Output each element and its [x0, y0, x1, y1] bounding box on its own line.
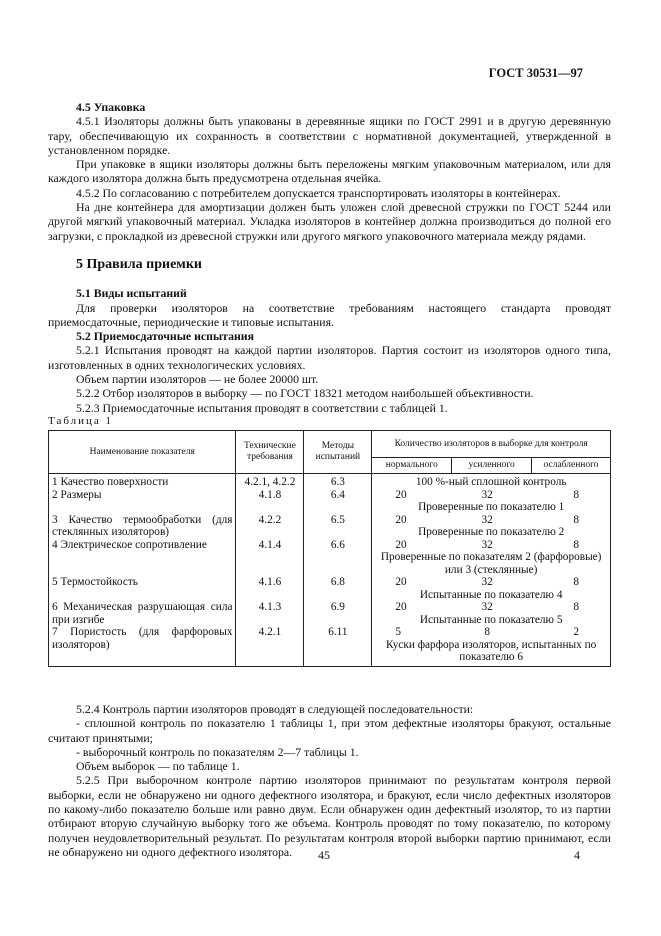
- row-req: 4.1.3: [236, 601, 304, 626]
- paragraph: При упаковке в ящики изоляторы должны быть переложены мягким упаковочным материалом, или для каждого изолятора должна быть предусмотрена отдельная ячейка.: [48, 157, 611, 186]
- chapter-title: 5 Правила приемки: [76, 257, 202, 272]
- row-req: 4.2.1, 4.2.2: [236, 474, 304, 489]
- row-name: 3 Качество термообработки (для стеклянных изоляторов): [49, 514, 236, 539]
- value-normal: 20: [395, 488, 407, 501]
- header-reduced: ослабленного: [532, 458, 611, 474]
- table-row: [49, 514, 611, 539]
- sample-values: [375, 601, 607, 614]
- paragraph: Объем выборок — по таблице 1.: [76, 759, 240, 774]
- header-normal: нормального: [372, 458, 452, 474]
- subsection-title: 5.2 Приемосдаточные испытания: [76, 329, 254, 344]
- subsection-title: 5.1 Виды испытаний: [76, 286, 187, 301]
- row-name: 4 Электрическое сопротивление: [49, 539, 236, 577]
- row-note: 100 %-ный сплошной контроль: [415, 476, 567, 488]
- row-note: Испытанные по показателю 4: [419, 588, 563, 601]
- paragraph: 4.5.1 Изоляторы должны быть упакованы в деревянные ящики по ГОСТ 2991 и в другую деревянную тару, обеспечивающую их сохранность в соответствии с нормативной документацией, утвержденной в установленном порядке.: [48, 114, 611, 157]
- row-method: 6.8: [304, 576, 372, 601]
- paragraph: 5.2.1 Испытания проводят на каждой партии изоляторов. Партия состоит из изоляторов одного типа, изготовленных в одних технологических условиях.: [48, 343, 611, 372]
- value-reduced: 8: [573, 513, 579, 526]
- table-row: [49, 626, 611, 666]
- row-name: 7 Пористость (для фарфоровых изоляторов): [49, 626, 236, 666]
- paragraph: На дне контейнера для амортизации должен быть уложен слой древесной стружки по ГОСТ 5244 или другой мягкий упаковочный материал. Укладка изоляторов в контейнер должна производиться до полной его загрузки, с прокладкой из древесной стружки или другого мягкого упаковочного материала между рядами.: [48, 200, 611, 243]
- row-req: 4.1.8: [236, 489, 304, 514]
- value-reduced: 8: [573, 538, 579, 551]
- row-req: 4.1.6: [236, 576, 304, 601]
- row-note: Проверенные по показателю 1: [418, 501, 565, 513]
- section-title: 4.5 Упаковка: [76, 100, 146, 114]
- paragraph: Для проверки изоляторов на соответствие требованиям настоящего стандарта проводят приемосдаточные, периодические и типовые испытания.: [48, 300, 611, 329]
- value-tightened: 32: [481, 513, 493, 526]
- paragraph: 4.5.2 По согласованию с потребителем допускается транспортировать изоляторы в контейнерах.: [76, 185, 561, 200]
- paragraph: - сплошной контроль по показателю 1 таблицы 1, при этом дефектные изоляторы бракуют, остальные считают принятыми;: [48, 716, 611, 745]
- row-name: 1 Качество поверхности: [49, 474, 236, 489]
- acceptance-table: [48, 430, 611, 667]
- row-name: 5 Термостойкость: [49, 576, 236, 601]
- row-method: 6.6: [304, 539, 372, 577]
- value-tightened: 32: [481, 488, 493, 501]
- doc-header: ГОСТ 30531—97: [488, 66, 583, 80]
- value-reduced: 2: [573, 626, 579, 638]
- value-tightened: 32: [481, 601, 493, 613]
- value-normal: 20: [395, 576, 407, 588]
- value-tightened: 32: [481, 576, 493, 588]
- row-req: 4.1.4: [236, 539, 304, 577]
- sample-values: [375, 626, 607, 639]
- table-caption: Таблица 1: [48, 415, 114, 427]
- value-tightened: 8: [484, 626, 490, 638]
- header-requirements: Технические требования: [236, 431, 304, 474]
- header-quantity: Количество изоляторов в выборке для контроля: [372, 431, 611, 458]
- paragraph: - выборочный контроль по показателям 2—7 таблицы 1.: [76, 744, 359, 759]
- row-req: 4.2.2: [236, 514, 304, 539]
- value-normal: 20: [395, 601, 407, 613]
- table-row: [49, 539, 611, 577]
- value-tightened: 32: [481, 538, 493, 551]
- page-number: 45: [318, 848, 330, 862]
- section-5-2-4: [48, 702, 611, 859]
- row-req: 4.2.1: [236, 626, 304, 666]
- value-reduced: 8: [573, 488, 579, 501]
- row-name: 6 Механическая разрушающая сила при изгибе: [49, 601, 236, 626]
- table-row: [49, 489, 611, 514]
- section-4-5: [48, 100, 611, 243]
- row-note: Проверенные по показателям 2 (фарфоровые) или 3 (стеклянные): [380, 551, 602, 576]
- row-method: 6.9: [304, 601, 372, 626]
- value-reduced: 8: [573, 576, 579, 588]
- row-method: 6.3: [304, 474, 372, 489]
- row-method: 6.11: [304, 626, 372, 666]
- table-row: [49, 601, 611, 626]
- row-name: 2 Размеры: [49, 489, 236, 514]
- row-note: Проверенные по показателю 2: [418, 526, 565, 538]
- table-row: [49, 576, 611, 601]
- value-reduced: 8: [573, 601, 579, 613]
- value-normal: 5: [395, 626, 401, 638]
- row-method: 6.5: [304, 514, 372, 539]
- sheet-number: 4: [574, 848, 580, 862]
- header-name: Наименование показателя: [49, 431, 236, 474]
- sample-values: [375, 576, 607, 589]
- paragraph: Объем партии изоляторов — не более 20000 шт.: [76, 372, 319, 387]
- paragraph: 5.2.5 При выборочном контроле партию изоляторов принимают по результатам контроля первой выборки, если не обнаружено ни одного дефектного изолятора, и бракуют, если число дефектных изоляторов по какому-либо показателю больше или равно двум. Если обнаружен один дефектный изолятор, то из партии отбирают вторую случайную выборку того же объема. Контроль проводят по тому показателю, по которому получен неудовлетворительный результат. По результатам контроля второй выборки партию принимают, если не обнаружено ни одного дефектного изолятора.: [48, 773, 611, 859]
- value-normal: 20: [395, 538, 407, 551]
- section-5: [48, 258, 611, 415]
- paragraph: 5.2.3 Приемосдаточные испытания проводят в соответствии с таблицей 1.: [76, 400, 448, 415]
- header-methods: Методы испытаний: [304, 431, 372, 474]
- sample-values: [375, 489, 607, 502]
- row-note: Испытанные по показателю 5: [419, 613, 563, 626]
- header-tightened: усиленного: [452, 458, 532, 474]
- table-row: [49, 474, 611, 489]
- row-note: Куски фарфора изоляторов, испытанных по показателю 6: [386, 638, 597, 663]
- sample-values: [375, 539, 607, 552]
- value-normal: 20: [395, 513, 407, 526]
- sample-values: [375, 514, 607, 527]
- row-method: 6.4: [304, 489, 372, 514]
- paragraph: 5.2.2 Отбор изоляторов в выборку — по ГОСТ 18321 методом наибольшей объективности.: [76, 386, 534, 401]
- paragraph: 5.2.4 Контроль партии изоляторов проводят в следующей последовательности:: [76, 702, 474, 716]
